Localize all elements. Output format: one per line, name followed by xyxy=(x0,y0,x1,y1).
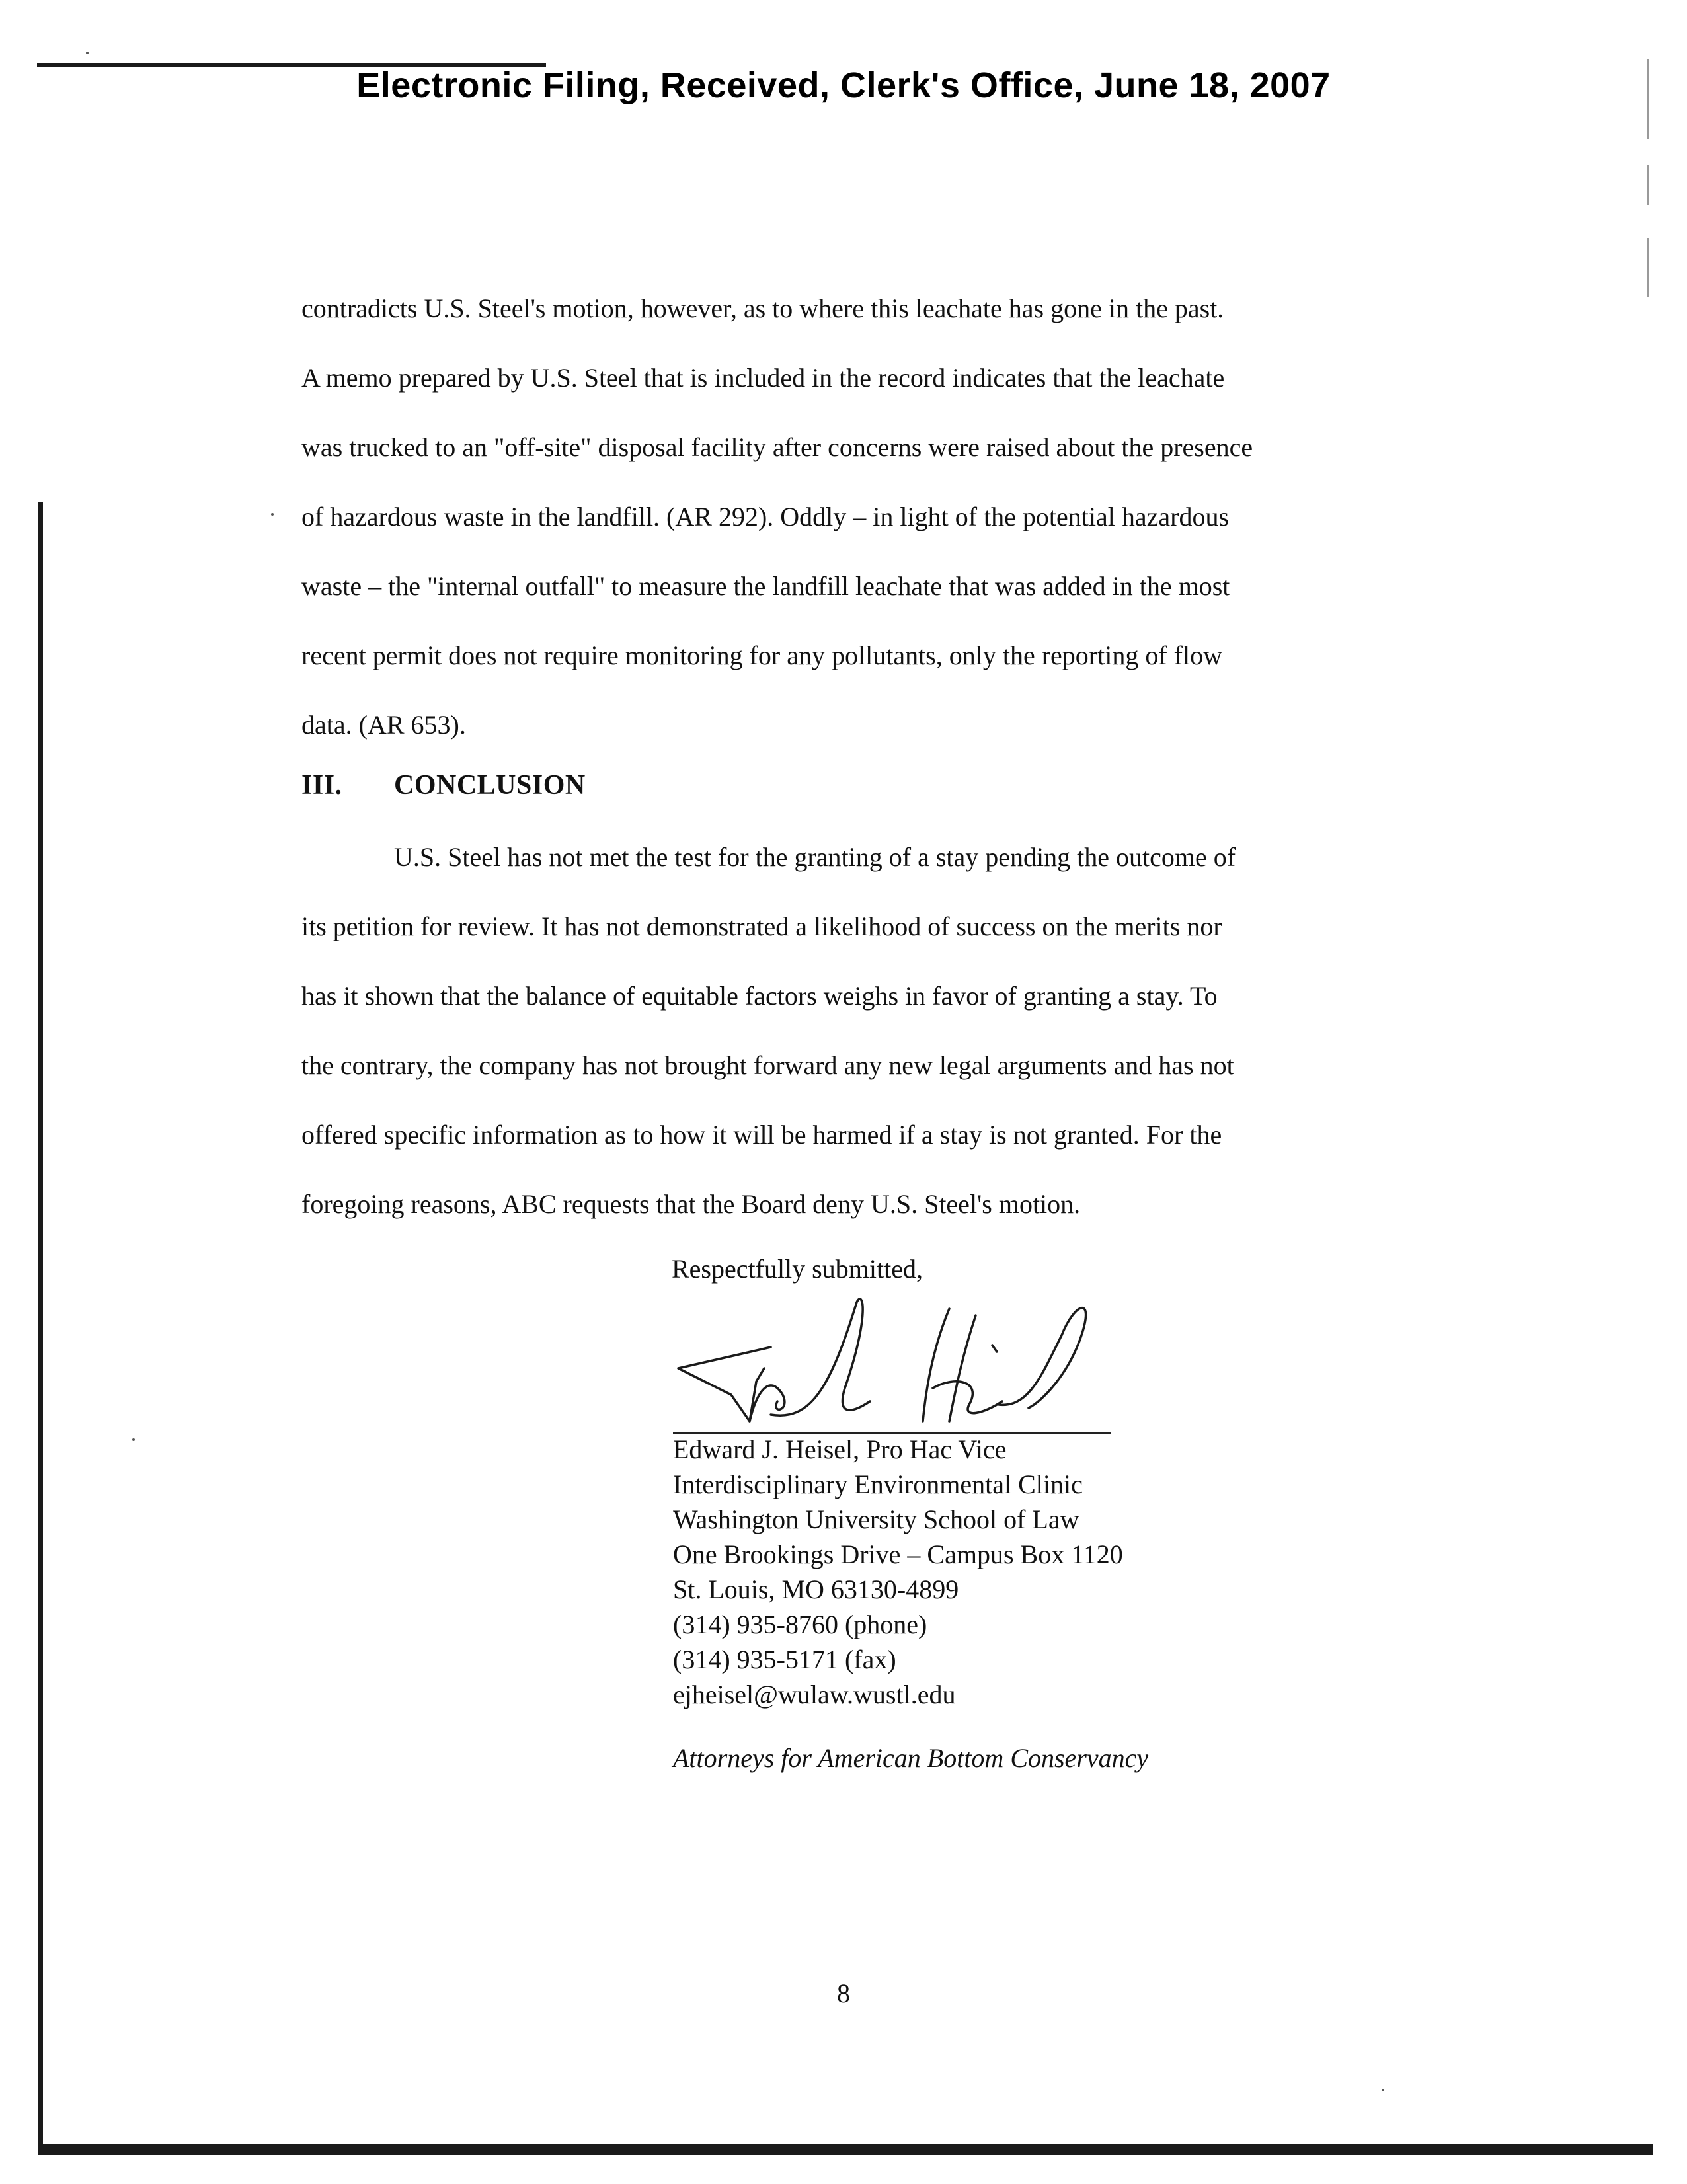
scan-speck xyxy=(271,513,274,516)
body-line: waste – the "internal outfall" to measure the landfill leachate that was added in the most xyxy=(301,571,1230,601)
signatory-phone: (314) 935-8760 (phone) xyxy=(673,1610,927,1639)
section-title: CONCLUSION xyxy=(394,770,586,800)
body-line: A memo prepared by U.S. Steel that is included in the record indicates that the leachate xyxy=(301,363,1225,393)
signatory-institution: Washington University School of Law xyxy=(673,1504,1079,1534)
signatory-city: St. Louis, MO 63130-4899 xyxy=(673,1575,959,1604)
body-line: has it shown that the balance of equitable factors weighs in favor of granting a stay. To xyxy=(301,981,1218,1011)
signatory-address xyxy=(673,1432,1123,1712)
filing-stamp-header: Electronic Filing, Received, Clerk's Office, June 18, 2007 xyxy=(356,65,1331,105)
attorneys-for: Attorneys for American Bottom Conservancy xyxy=(673,1743,1149,1773)
body-paragraph-1 xyxy=(301,274,1399,760)
scan-right-speck xyxy=(1647,238,1649,297)
body-line: data. (AR 653). xyxy=(301,710,466,740)
scan-speck xyxy=(1382,2089,1384,2091)
body-line: of hazardous waste in the landfill. (AR 292). Oddly – in light of the potential hazardous xyxy=(301,502,1230,531)
body-line: recent permit does not require monitoring for any pollutants, only the reporting of flow xyxy=(301,641,1222,670)
scan-right-speck xyxy=(1647,165,1649,205)
scan-speck xyxy=(86,52,89,54)
signatory-fax: (314) 935-5171 (fax) xyxy=(673,1645,896,1674)
body-line: was trucked to an "off-site" disposal facility after concerns were raised about the presence xyxy=(301,432,1253,462)
body-line: its petition for review. It has not demonstrated a likelihood of success on the merits nor xyxy=(301,912,1222,941)
body-line: contradicts U.S. Steel's motion, however, as to where this leachate has gone in the past. xyxy=(301,293,1224,323)
scan-speck xyxy=(132,1438,135,1441)
body-line: the contrary, the company has not brought forward any new legal arguments and has not xyxy=(301,1050,1234,1080)
signatory-street: One Brookings Drive – Campus Box 1120 xyxy=(673,1540,1123,1569)
body-paragraph-2 xyxy=(301,822,1399,1239)
signatory-email: ejheisel@wulaw.wustl.edu xyxy=(673,1680,956,1709)
scan-bottom-rule xyxy=(38,2144,1653,2155)
signatory-organization: Interdisciplinary Environmental Clinic xyxy=(673,1469,1083,1499)
section-heading xyxy=(301,769,586,801)
signatory-name: Edward J. Heisel, Pro Hac Vice xyxy=(673,1434,1007,1464)
section-number: III. xyxy=(301,770,342,800)
handwritten-signature xyxy=(672,1289,1134,1441)
closing-text: Respectfully submitted, xyxy=(672,1254,923,1284)
scan-left-rule xyxy=(38,502,43,2148)
page-number: 8 xyxy=(837,1978,850,2008)
body-line: foregoing reasons, ABC requests that the Board deny U.S. Steel's motion. xyxy=(301,1189,1081,1219)
body-line: U.S. Steel has not met the test for the granting of a stay pending the outcome of xyxy=(394,842,1236,872)
body-line: offered specific information as to how it will be harmed if a stay is not granted. For the xyxy=(301,1120,1222,1150)
closing xyxy=(672,1249,923,1289)
